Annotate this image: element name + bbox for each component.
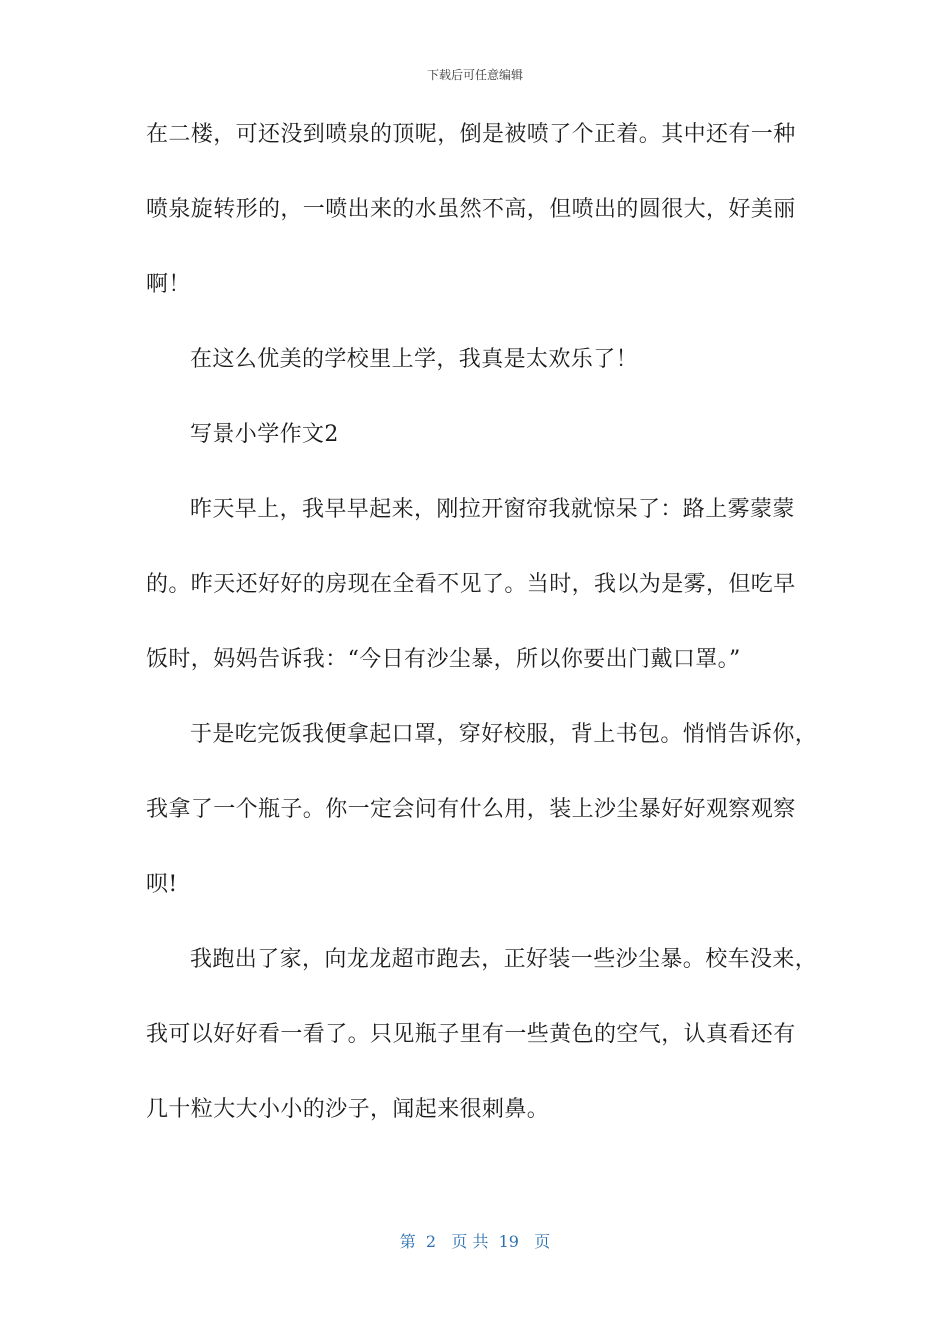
text-line: 饭时，妈妈告诉我：“今日有沙尘暴，所以你要出门戴口罩。” xyxy=(146,647,741,672)
document-body xyxy=(146,122,818,1174)
text-line: 的。昨天还好好的房现在全看不见了。当时，我以为是雾，但吃早 xyxy=(146,572,796,597)
text-line: 喷泉旋转形的，一喷出来的水虽然不高，但喷出的圆很大，好美丽 xyxy=(146,197,796,222)
text-line: 几十粒大大小小的沙子，闻起来很刺鼻。 xyxy=(146,1097,550,1122)
text-line: 啊！ xyxy=(146,272,191,297)
paragraph-start-line: 昨天早上，我早早起来，刚拉开窗帘我就惊呆了：路上雾蒙蒙 xyxy=(190,497,795,522)
paragraph-start-line: 在这么优美的学校里上学，我真是太欢乐了！ xyxy=(190,347,639,372)
text-line: 我拿了一个瓶子。你一定会问有什么用，装上沙尘暴好好观察观察 xyxy=(146,797,796,822)
section-title: 写景小学作文2 xyxy=(190,422,339,447)
text-line: 我可以好好看一看了。只见瓶子里有一些黄色的空气，认真看还有 xyxy=(146,1022,796,1047)
page-number-footer: 第 2 页 共 19 页 xyxy=(399,1232,551,1251)
text-line: 在二楼，可还没到喷泉的顶呢，倒是被喷了个正着。其中还有一种 xyxy=(146,122,796,147)
paragraph-start-line: 于是吃完饭我便拿起口罩，穿好校服，背上书包。悄悄告诉你， xyxy=(190,722,818,747)
text-line: 呗! xyxy=(146,872,178,897)
paragraph-start-line: 我跑出了家，向龙龙超市跑去，正好装一些沙尘暴。校车没来， xyxy=(190,947,818,972)
page-header: 下载后可任意编辑 xyxy=(426,68,523,82)
